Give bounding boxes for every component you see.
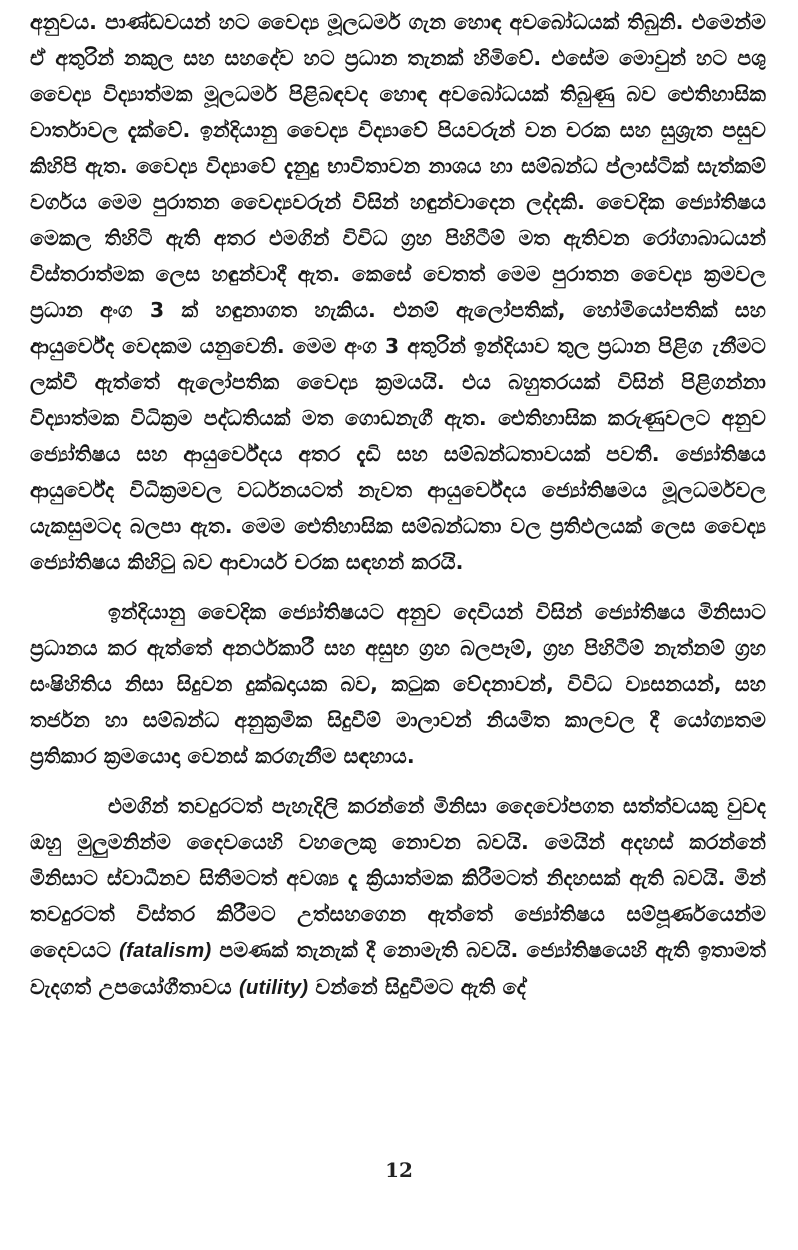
paragraph-3-text-a: එමගින් තවදුරටත් පැහැදිලි කරන්නේ මිනිසා දෛවෝපගත සත්ත්වයකු වුවද ඔහු මුලුමනින්ම දෛවයෙහි වහලෙකු නොවන බවයි. මෙයින් අදහස් කරන්නේ මිනිසාට ස්වාධීනව සිතීමටත් අවශ්‍ය දෑ ක්‍රියාත්මක කිරීමටත් නිදහසක් ඇති බවයි. මින් තවදුරටත් විස්තර කිරීමට උත්සහගෙන ඇත්තේ ජ්‍යෝතිෂය සම්පූර්ණයෙන්ම දෛවයට	[30, 794, 766, 962]
term-fatalism: (fatalism)	[119, 939, 212, 962]
body-paragraph-1: අනුවය. පාණ්ඩවයන් හට වෛද්‍ය මූලධර්ම ගැන හොඳ අවබෝධයක් තිබුනි. එමෙන්ම ඒ අතුරින් නකුල සහ සහදේව හට ප්‍රධාන තැනක් හිමිවේ. එසේම මොවුන් හට පශු වෛද්‍ය විද්‍යාත්මක මූලධර්ම පිළිබඳවද හොඳ අවබෝධයක් තිබුණු බව ඓතිහාසික වාර්තාවල දැක්වේ. ඉන්දියානු වෛද්‍ය විද්‍යාවේ පියවරුන් වන චරක සහ සුශ්‍රැත පසුව කිහිපි ඇත. වෛද්‍ය විද්‍යාවේ දැනුදු භාවිතාවන නාශය හා සම්බන්ධ ප්ලාස්ටික් සැත්කම් වර්ගය මෙම පුරාතන වෛද්‍යවරුන් විසින් හඳුන්වාදෙන ලද්දකි. වෛදික ජ්‍යෝතිෂය මෙකල තිහිටි ඇති අතර එමගින් විවිධ ග්‍රහ පිහිටීම් මත ඇතිවන රෝගාබාධයන් විස්තරාත්මක ලෙස හඳුන්වාදී ඇත. කෙසේ වෙතත් මෙම පුරාතන වෛද්‍ය ක්‍රමවල ප්‍රධාන අංග 3 ක් හඳුනාගත හැකිය. එනම් ඇලෝපතික්, හෝමියෝපතික් සහ ආයුර්වේද වෙදකම යනුවෙනි. මෙම අංග 3 අතුරින් ඉන්දියාව තුල ප්‍රධාන පිළිග ැනීමට ලක්වී ඇත්තේ ඇලෝපතික වෛද්‍ය ක්‍රමයයි. එය බහුතරයක් විසින් පිළිගන්නා විද්‍යාත්මක විධික්‍රම පද්ධතියක් මත ගොඩනැගී ඇත. ඓතිහාසික කරුණුවලට අනුව ජ්‍යෝතිෂය සහ ආයුර්වේදය අතර දැඩි සහ සම්බන්ධතාවයක් පවතී. ජ්‍යෝතිෂය ආයුර්වේද විධික්‍රමවල වර්ධනයටත් නැවත ආයුර්වේදය ජ්‍යෝතිෂමය මූලධර්මවල යැකසුමටද බලපා ඇත. මෙම ඓතිහාසික සම්බන්ධතා වල ප්‍රතිඵලයක් ලෙස වෛද්‍ය ජ්‍යෝතිෂය කිහිටු බව ආචාර්ය චරක සඳහන් කරයි.	[30, 10, 766, 574]
document-page	[30, 4, 766, 1006]
paragraph-3-text-b: පමණක් තැනැක් දී නොමැති බවයි. ජ්‍යෝතිෂයෙහි ඇති ඉතාමත් වැදගත් උපයෝගීතාවය	[30, 938, 766, 999]
page-number: 12	[385, 1158, 413, 1182]
term-utility: (utility)	[238, 976, 309, 999]
body-paragraph-2: ඉන්දියානු වෛදික ජ්‍යෝතිෂයට අනුව දෙවියන් විසින් ජ්‍යෝතිෂය මිනිසාට ප්‍රධානය කර ඇත්තේ අනර්ථකාරී සහ අසුභ ග්‍රහ බලපෑම්, ග්‍රහ පිහිටීම් නැත්නම් ග්‍රහ සංෂිහිතිය නිසා සිදුවන දුක්ඛදායක බව, කටුක වේදනාවන්, විවිධ ව්‍යසනයන්, සහ තර්ජන හා සම්බන්ධ අනුක්‍රමික සිදුවීම් මාලාවන් නියමිත කාලවල දී යෝග්‍යතම ප්‍රතිකාර ක්‍රමයොදා වෙනස් කරගැනීම සඳහාය.	[30, 600, 766, 768]
body-paragraph-3	[30, 788, 766, 1006]
paragraph-3-text-c: වන්නේ සිදුවීමට ඇති දේ	[315, 975, 526, 999]
